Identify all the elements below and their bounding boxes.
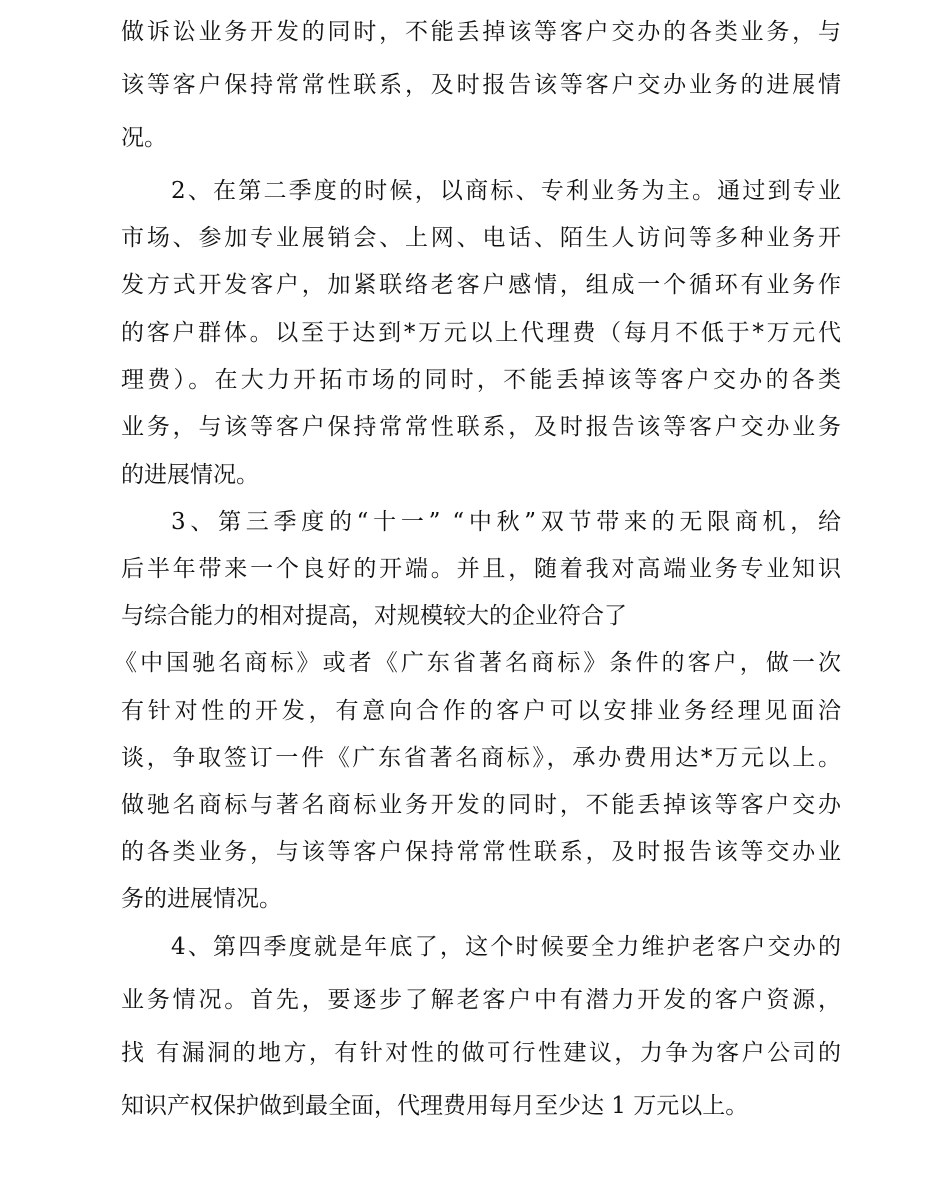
text-line: 《中国驰名商标》或者《广东省著名商标》条件的客户，做一次	[114, 650, 841, 676]
text-line: 的进展情况。	[121, 462, 259, 488]
text-line: 的客户群体。以至于达到*万元以上代理费（每月不低于*万元代	[121, 320, 841, 346]
text-line: 做驰名商标与著名商标业务开发的同时，不能丢掉该等客户交办	[121, 792, 841, 818]
text-line: 的各类业务，与该等客户保持常常性联系，及时报告该等交办业	[121, 839, 841, 865]
text-line: 知识产权保护做到最全面，代理费用每月至少达 1 万元以上。	[121, 1093, 749, 1119]
text-line: 理费）。在大力开拓市场的同时，不能丢掉该等客户交办的各类	[121, 367, 841, 393]
text-line: 3、第三季度的“十一” “中秋”双节带来的无限商机，给	[171, 509, 841, 535]
text-line: 做诉讼业务开发的同时，不能丢掉该等客户交办的各类业务，与	[121, 19, 841, 45]
text-line: 2、在第二季度的时候，以商标、专利业务为主。通过到专业	[171, 178, 841, 204]
text-line: 该等客户保持常常性联系，及时报告该等客户交办业务的进展情	[121, 72, 841, 98]
text-line: 发方式开发客户，加紧联络老客户感情，组成一个循环有业务作	[121, 272, 841, 298]
text-line: 有针对性的开发，有意向合作的客户可以安排业务经理见面洽	[121, 698, 841, 724]
text-line: 业务情况。首先，要逐步了解老客户中有潜力开发的客户资源，	[121, 987, 841, 1013]
text-line: 市场、参加专业展销会、上网、电话、陌生人访问等多种业务开	[121, 225, 841, 251]
text-line: 4、第四季度就是年底了，这个时候要全力维护老客户交办的	[171, 934, 841, 960]
text-line: 与综合能力的相对提高，对规模较大的企业符合了	[121, 603, 627, 629]
text-line: 找 有漏洞的地方，有针对性的做可行性建议，力争为客户公司的	[121, 1040, 841, 1066]
text-line: 业务，与该等客户保持常常性联系，及时报告该等客户交办业务	[121, 414, 841, 440]
text-line: 谈，争取签订一件《广东省著名商标》，承办费用达*万元以上。	[121, 745, 841, 771]
text-line: 况。	[121, 125, 167, 151]
text-line: 务的进展情况。	[121, 886, 282, 912]
text-line: 后半年带来一个良好的开端。并且，随着我对高端业务专业知识	[121, 556, 841, 582]
